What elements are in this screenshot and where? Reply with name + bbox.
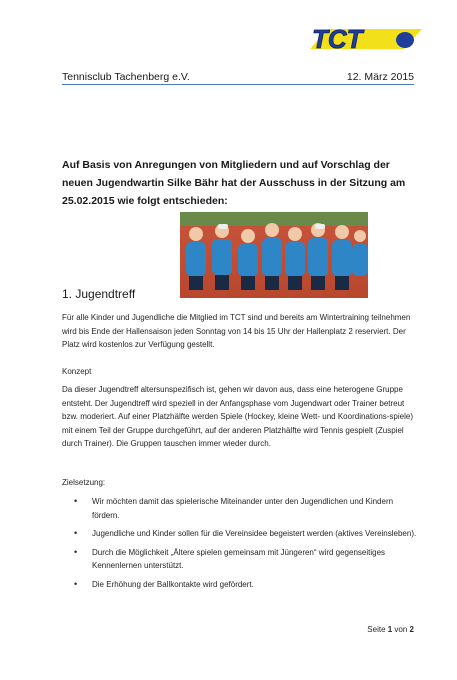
document-date: 12. März 2015 bbox=[346, 71, 414, 83]
bullet-icon: • bbox=[74, 578, 78, 589]
list-item: • Die Erhöhung der Ballkontakte wird gefördert. bbox=[62, 578, 422, 592]
zielsetzung-label: Zielsetzung: bbox=[62, 478, 106, 487]
section-title: 1. Jugendtreff bbox=[62, 287, 136, 301]
goal-list bbox=[62, 495, 422, 596]
team-photo bbox=[180, 212, 368, 298]
club-name: Tennisclub Tachenberg e.V. bbox=[62, 71, 190, 83]
intro-statement: Auf Basis von Anregungen von Mitgliedern und auf Vorschlag der neuen Jugendwartin Silke Bähr hat der Ausschuss in der Sitzung am 25.02.2015 wie folgt entschieden: bbox=[62, 159, 406, 207]
paragraph-1: Für alle Kinder und Jugendliche die Mitglied im TCT sind und bereits am Wintertraining teilnehmen wird bis Ende der Hallensaison jeden Sonntag von 14 bis 15 Uhr der Hallenplatz 2 reserviert. Der Platz wird kostenlos zur Verfügung gestellt. bbox=[62, 313, 411, 349]
page-number: Seite 1 von 2 bbox=[367, 625, 414, 634]
club-logo bbox=[304, 23, 422, 57]
list-item: • Jugendliche und Kinder sollen für die Vereinsidee begeistert werden (aktives Vereinsleben). bbox=[62, 527, 422, 541]
bullet-icon: • bbox=[74, 546, 78, 557]
konzept-label: Konzept bbox=[62, 367, 92, 376]
header-rule bbox=[62, 84, 414, 85]
list-item: • Durch die Möglichkeit „Ältere spielen gemeinsam mit Jüngeren“ wird gegenseitiges Kennenlernen unterstützt. bbox=[74, 546, 386, 570]
svg-text:TCT: TCT bbox=[312, 24, 363, 54]
page-header bbox=[62, 68, 414, 88]
paragraph-2: Da dieser Jugendtreff altersunspezifisch ist, gehen wir davon aus, dass eine heterogene Gruppe entsteht. Der Jugendtreff wird speziell in der Anfangsphase vom Jugendwart oder Trainer betreut bzw. moderiert. Auf einer Platzhälfte werden Spiele (Hockey, kleine Wett- und Koordinations-spiele) mit einem Teil der Gruppe durchgeführt, auf der anderen Platzhälfte wird Tennis gespielt (Zuspiel durch Trainer). Die Gruppen tauschen immer wieder durch. bbox=[62, 385, 413, 448]
bullet-icon: • bbox=[74, 496, 78, 506]
bullet-icon: • bbox=[74, 528, 78, 538]
list-item: • Wir möchten damit das spielerische Miteinander unter den Jugendlichen und Kindern fördern. bbox=[74, 496, 394, 520]
